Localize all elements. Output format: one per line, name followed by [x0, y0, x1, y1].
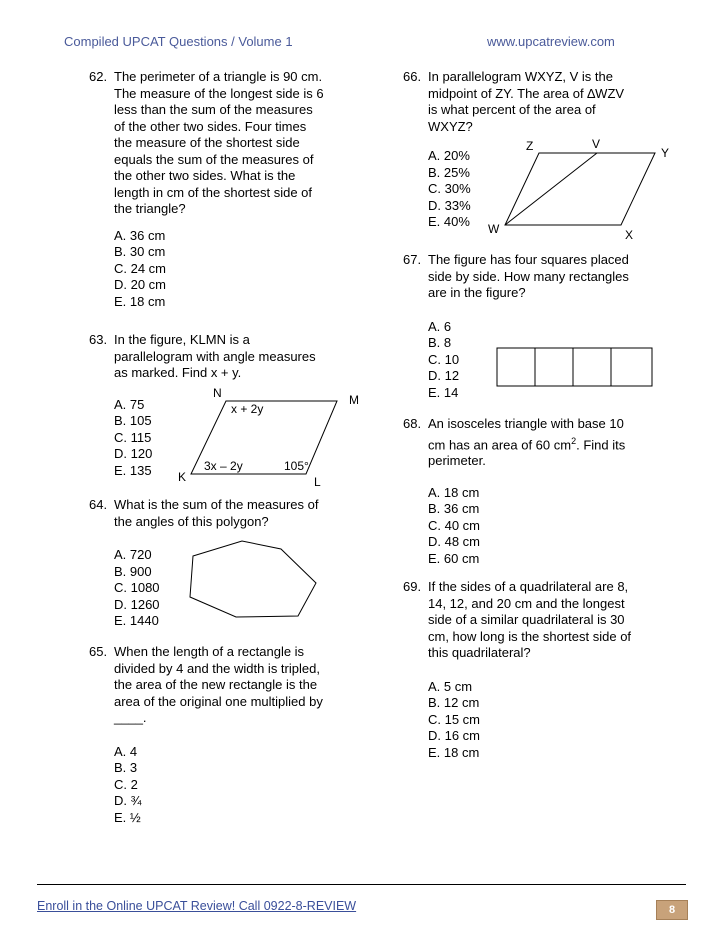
question-stem: In parallelogram WXYZ, V is the midpoint of ZY. The area of ∆WZV is what percent of the area of WXYZ?: [428, 69, 625, 134]
header-title: Compiled UPCAT Questions / Volume 1: [64, 34, 293, 49]
page-number-badge: 8: [656, 900, 688, 920]
answer-options: A. 36 cm B. 30 cm C. 24 cm D. 20 cm E. 18 cm: [114, 227, 167, 309]
question-number: 63.: [89, 332, 108, 347]
header-website-link[interactable]: www.upcatreview.com: [487, 34, 615, 49]
question-number: 62.: [89, 69, 108, 84]
question-stem: In the figure, KLMN is a parallelogram with angle measures as marked. Find x + y.: [114, 332, 316, 380]
stem-superscript: 2: [571, 435, 577, 446]
question-number: 65.: [89, 644, 108, 659]
vertex-x-label: X: [625, 228, 634, 242]
question-number: 64.: [89, 497, 108, 512]
vertex-k-label: K: [178, 470, 187, 484]
question-number: 67.: [403, 252, 422, 267]
angle-k-label: 3x – 2y: [204, 459, 243, 473]
vertex-l-label: L: [314, 475, 321, 489]
vertex-n-label: N: [213, 386, 222, 400]
answer-options: A. 20% B. 25% C. 30% D. 33% E. 40%: [428, 148, 471, 229]
answer-options: A. 18 cm B. 36 cm C. 40 cm D. 48 cm E. 60 cm: [428, 484, 481, 566]
vertex-y-label: Y: [661, 146, 670, 160]
question-stem: When the length of a rectangle is divided by 4 and the width is tripled, the area of the new rectangle is the area of the original one multiplied by ____.: [114, 644, 323, 725]
stem-text-end: . Find its perimeter.: [428, 436, 626, 469]
stem-text: An isosceles triangle with base 10 cm has an area of 60 cm: [428, 416, 624, 452]
vertex-v-label: V: [592, 137, 601, 151]
angle-n-label: x + 2y: [231, 402, 264, 416]
question-number: 66.: [403, 69, 422, 84]
question-stem: If the sides of a quadrilateral are 8, 14, 12, and 20 cm and the longest side of a similar quadrilateral is 30 cm, how long is the shortest side of this quadrilateral?: [428, 579, 632, 660]
question-stem: The perimeter of a triangle is 90 cm. The measure of the longest side is 6 less than the sum of the measures of the other two sides. Four times the measure of the shortest side equals the sum of the measures of the other two sides. What is the length in cm of the shortest side of the triangle?: [114, 69, 324, 216]
answer-options: A. 4 B. 3 C. 2 D. ¾ E. ½: [114, 743, 142, 825]
footer-divider: [37, 884, 686, 885]
vertex-m-label: M: [349, 393, 359, 407]
answer-options: A. 720 B. 900 C. 1080 D. 1260 E. 1440: [114, 547, 160, 628]
question-stem: The figure has four squares placed side by side. How many rectangles are in the figure?: [428, 252, 629, 300]
question-number: 68.: [403, 416, 422, 431]
question-69: [403, 579, 693, 761]
question-stem: [428, 416, 693, 470]
vertex-w-label: W: [488, 222, 500, 236]
question-68: [403, 416, 693, 567]
answer-options: A. 6 B. 8 C. 10 D. 12 E. 14: [428, 318, 460, 400]
answer-options: A. 75 B. 105 C. 115 D. 120 E. 135: [114, 396, 153, 478]
question-stem: What is the sum of the measures of the angles of this polygon?: [114, 497, 319, 529]
footer-enroll-link[interactable]: Enroll in the Online UPCAT Review! Call 0922-8-REVIEW: [37, 899, 357, 913]
question-number: 69.: [403, 579, 422, 594]
answer-options: A. 5 cm B. 12 cm C. 15 cm D. 16 cm E. 18 cm: [428, 678, 481, 760]
vertex-z-label: Z: [526, 139, 534, 153]
angle-l-label: 105°: [284, 459, 309, 473]
